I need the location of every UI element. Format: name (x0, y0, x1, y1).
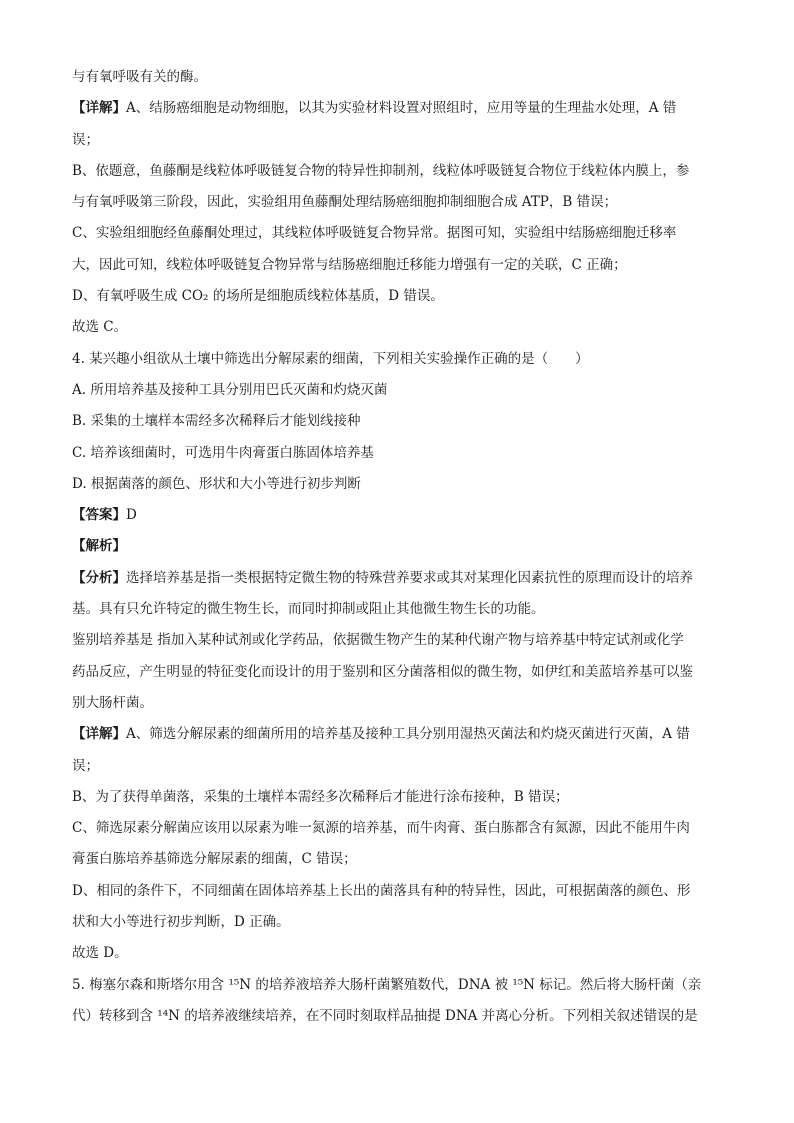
text-line (72, 344, 722, 375)
text-line (72, 907, 722, 938)
text-line (72, 438, 722, 469)
line-text: 状和大小等进行初步判断，D 正确。 (72, 914, 290, 931)
line-text: 别大肠杆菌。 (72, 694, 153, 711)
text-line (72, 125, 722, 156)
text-line (72, 876, 722, 907)
text-line (72, 62, 722, 93)
text-line (72, 218, 722, 249)
text-line (72, 406, 722, 437)
line-text: C. 培养该细菌时，可选用牛肉膏蛋白胨固体培养基 (72, 444, 374, 461)
section-label: 【答案】 (72, 507, 126, 524)
line-text: 5. 梅塞尔森和斯塔尔用含 ¹⁵N 的培养液培养大肠杆菌繁殖数代，DNA 被 ¹⁵N 标记。然后将大肠杆菌（亲 (72, 976, 702, 993)
line-text: 故选 C。 (72, 319, 128, 336)
line-text: C、实验组细胞经鱼藤酮处理过，其线粒体呼吸链复合物异常。据图可知，实验组中结肠癌细胞迁移率 (72, 225, 677, 242)
text-line (72, 625, 722, 656)
document-page (72, 62, 722, 1032)
line-text: 膏蛋白胨培养基筛选分解尿素的细菌，C 错误； (72, 851, 357, 868)
text-line (72, 531, 722, 562)
line-text: 误； (72, 757, 99, 774)
line-text: B、为了获得单菌落，采集的土壤样本需经多次稀释后才能进行涂布接种，B 错误； (72, 788, 569, 805)
text-line (72, 156, 722, 187)
section-label: 【详解】 (72, 726, 126, 743)
line-text: 代）转移到含 ¹⁴N 的培养液继续培养，在不同时刻取样品抽提 DNA 并离心分析。下列相关叙述错误的是 (72, 1007, 698, 1024)
line-text: D (126, 507, 137, 524)
line-text: 与有氧呼吸第三阶段，因此，实验组用鱼藤酮处理结肠癌细胞抑制细胞合成 ATP，B 错误； (72, 194, 618, 211)
text-line (72, 719, 722, 750)
line-text: A、筛选分解尿素的细菌所用的培养基及接种工具分别用湿热灭菌法和灼烧灭菌进行灭菌，A 错 (126, 726, 690, 743)
line-text: 大，因此可知，线粒体呼吸链复合物异常与结肠癌细胞迁移能力增强有一定的关联，C 正确； (72, 256, 627, 273)
line-text: A. 所用培养基及接种工具分别用巴氏灭菌和灼烧灭菌 (72, 381, 388, 398)
section-label: 【解析】 (72, 538, 126, 555)
line-text: 与有氧呼吸有关的酶。 (72, 69, 207, 85)
text-line (72, 657, 722, 688)
text-line (72, 500, 722, 531)
section-label: 【详解】 (72, 100, 126, 117)
text-line (72, 312, 722, 343)
line-text: 鉴别培养基是 指加入某种试剂或化学药品，依据微生物产生的某种代谢产物与培养基中特定试剂或化学 (72, 632, 684, 649)
text-line (72, 751, 722, 782)
text-line (72, 563, 722, 594)
line-text: 药品反应，产生明显的特征变化而设计的用于鉴别和区分菌落相似的微生物，如伊红和美蓝培养基可以鉴 (72, 663, 693, 680)
text-line (72, 844, 722, 875)
line-text: 基。具有只允许特定的微生物生长，而同时抑制或阻止其他微生物生长的功能。 (72, 601, 545, 618)
text-line (72, 970, 722, 1001)
line-text: B. 采集的土壤样本需经多次稀释后才能划线接种 (72, 413, 361, 430)
text-line (72, 1001, 722, 1032)
line-text: 选择培养基是指一类根据特定微生物的特殊营养要求或其对某理化因素抗性的原理而设计的培养 (126, 569, 693, 586)
line-text: D、有氧呼吸生成 CO₂ 的场所是细胞质线粒体基质，D 错误。 (72, 288, 444, 305)
text-line (72, 250, 722, 281)
line-text: D. 根据菌落的颜色、形状和大小等进行初步判断 (72, 475, 361, 492)
text-line (72, 688, 722, 719)
line-text: D、相同的条件下，不同细菌在固体培养基上长出的菌落具有种的特异性，因此，可根据菌落的颜色、形 (72, 882, 691, 899)
text-line (72, 469, 722, 500)
line-text: A、结肠癌细胞是动物细胞，以其为实验材料设置对照组时，应用等量的生理盐水处理，A 错 (126, 100, 677, 117)
text-line (72, 375, 722, 406)
section-label: 【分析】 (72, 569, 126, 586)
line-text: 4. 某兴趣小组欲从土壤中筛选出分解尿素的细菌，下列相关实验操作正确的是（ ） (72, 350, 589, 367)
text-line (72, 782, 722, 813)
text-line (72, 93, 722, 124)
text-line (72, 187, 722, 218)
text-line (72, 281, 722, 312)
text-line (72, 594, 722, 625)
line-text: B、依题意，鱼藤酮是线粒体呼吸链复合物的特异性抑制剂，线粒体呼吸链复合物位于线粒体内膜上，参 (72, 162, 690, 179)
text-line (72, 813, 722, 844)
line-text: 误； (72, 131, 99, 148)
line-text: 故选 D。 (72, 945, 128, 962)
text-line (72, 938, 722, 969)
line-text: C、筛选尿素分解菌应该用以尿素为唯一氮源的培养基，而牛肉膏、蛋白胨都含有氮源，因此不能用牛肉 (72, 820, 690, 837)
